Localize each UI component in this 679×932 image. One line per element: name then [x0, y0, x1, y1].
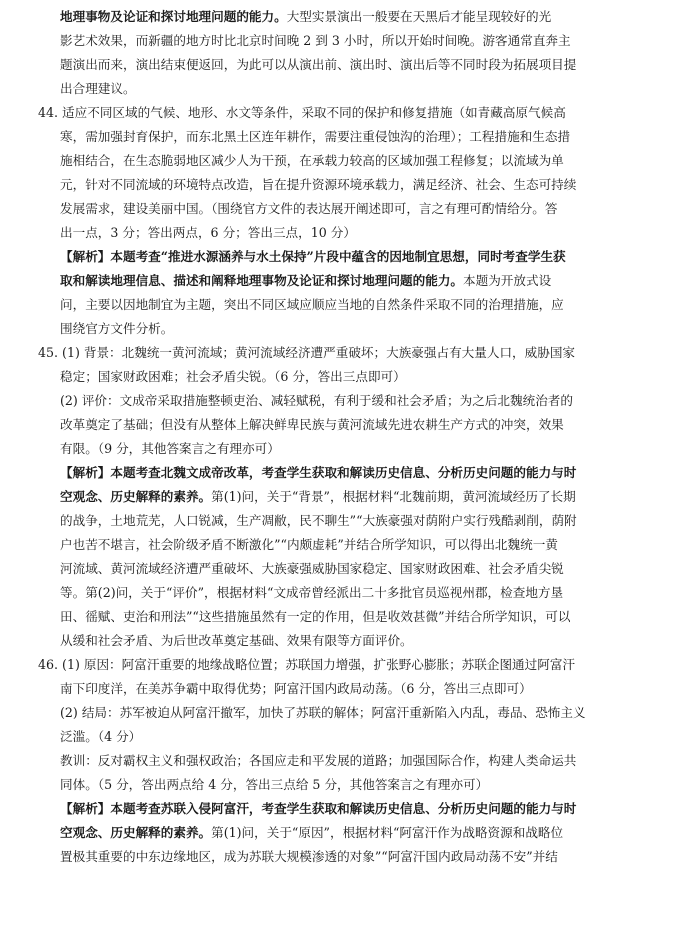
answer-45-line: 稳定；国家财政困难；社会矛盾尖锐。（6 分，答出三点即可）	[60, 369, 406, 384]
text-line	[60, 7, 620, 27]
answer-46-line: 泛滥。（4 分）	[60, 729, 142, 744]
text: 本题为开放式设	[463, 273, 552, 288]
explanation-45-line: 【解析】本题考查北魏文成帝改革，考查学生获取和解读历史信息、分析历史问题的能力与时	[60, 465, 577, 480]
answer-44-line: 出一点，3 分；答出两点，6 分；答出三点，10 分）	[60, 225, 356, 240]
explanation-45-line: 河流域、黄河流域经济遭严重破坏、大族豪强威胁国家稳定、国家财政困难、社会矛盾尖锐	[60, 561, 564, 576]
text: 第(1)问，关于“背景”，根据材料“北魏前期，黄河流域经历了长期	[211, 489, 576, 504]
explanation-44-line	[60, 271, 620, 291]
explanation-45-line	[60, 487, 620, 507]
answer-46-line: 46. (1) 原因：阿富汗重要的地缘战略位置；苏联国力增强，扩张野心膨胀；苏联企图通过阿富汗	[38, 657, 576, 672]
explanation-45-line: 户也苦不堪言，社会阶级矛盾不断激化”“内颇虚耗”并结合所学知识，可以得出北魏统一黄	[60, 537, 558, 552]
answer-46-line: 南下印度洋，在美苏争霸中取得优势；阿富汗国内政局动荡。（6 分，答出三点即可）	[60, 681, 532, 696]
bold-text: 取和解读地理信息、描述和阐释地理事物及论证和探讨地理问题的能力。	[60, 273, 463, 288]
explanation-46-line: 置极其重要的中东边缘地区，成为苏联大规模渗透的对象”“阿富汗国内政局动荡不安”并结	[60, 849, 558, 864]
text: 第(1)问，关于“原因”，根据材料“阿富汗作为战略资源和战略位	[211, 825, 564, 840]
answer-45-line: 45. (1) 背景：北魏统一黄河流域；黄河流域经济遭严重破坏；大族豪强占有大量人口，威胁国家	[38, 345, 576, 360]
bold-text: 空观念、历史解释的素养。	[60, 825, 212, 840]
answer-45-line: (2) 评价：文成帝采取措施整顿吏治、减轻赋税，有利于缓和社会矛盾；为之后北魏统治者的	[60, 393, 573, 408]
answer-46-line: 同体。（5 分，答出两点给 4 分，答出三点给 5 分，其他答案言之有理亦可）	[60, 777, 489, 792]
explanation-45-line: 等。第(2)问，关于“评价”，根据材料“文成帝曾经派出二十多批官员巡视州郡，检查地方垦	[60, 585, 564, 600]
text-line: 题演出而来，演出结束便返回，为此可以从演出前、演出时、演出后等不同时段为拓展项目提	[60, 57, 577, 72]
text-line: 出合理建议。	[60, 81, 136, 96]
text-line: 影艺术效果，而新疆的地方时比北京时间晚 2 到 3 小时，所以开始时间晚。游客通常直奔主	[60, 33, 571, 48]
bold-text: 空观念、历史解释的素养。	[60, 489, 212, 504]
answer-44-line: 寒，需加强封育保护，而东北黑土区连年耕作，需要注重侵蚀沟的治理）；工程措施和生态措	[60, 129, 571, 144]
text: 大型实景演出一般要在天黑后才能呈现较好的光	[286, 9, 552, 24]
explanation-44-line: 【解析】本题考查“推进水源涵养与水土保持”片段中蕴含的因地制宜思想，同时考查学生获	[60, 249, 566, 264]
answer-46-line: (2) 结局：苏军被迫从阿富汗撤军，加快了苏联的解体；阿富汗重新陷入内乱，毒品、恐怖主义	[60, 705, 586, 720]
explanation-45-line: 田、徭赋、吏治和刑法”“这些措施虽然有一定的作用，但是收效甚微”并结合所学知识，可以	[60, 609, 571, 624]
answer-44-line: 施相结合，在生态脆弱地区减少人为干预，在承载力较高的区域加强工程修复；以流域为单	[60, 153, 564, 168]
bold-text: 地理事物及论证和探讨地理问题的能力。	[60, 9, 287, 24]
answer-44-line: 44. 适应不同区域的气候、地形、水文等条件，采取不同的保护和修复措施（如青藏高原气候高	[38, 105, 566, 120]
answer-44-line: 发展需求，建设美丽中国。（围绕官方文件的表达展开阐述即可，言之有理可酌情给分。答	[60, 201, 558, 216]
explanation-46-line	[60, 823, 620, 843]
explanation-45-line: 从缓和社会矛盾、为后世改革奠定基础、效果有限等方面评价。	[60, 633, 413, 648]
explanation-44-line: 围绕官方文件分析。	[60, 321, 174, 336]
answer-46-line: 教训：反对霸权主义和强权政治；各国应走和平发展的道路；加强国际合作，构建人类命运共	[60, 753, 577, 768]
explanation-46-line: 【解析】本题考查苏联入侵阿富汗，考查学生获取和解读历史信息、分析历史问题的能力与时	[60, 801, 577, 816]
explanation-45-line: 的战争，土地荒芜，人口锐减，生产凋敝，民不聊生”“大族豪强对荫附户实行残酷剥削，荫附	[60, 513, 577, 528]
answer-44-line: 元，针对不同流域的环境特点改造，旨在提升资源环境承载力，满足经济、社会、生态可持续	[60, 177, 577, 192]
explanation-44-line: 问，主要以因地制宜为主题，突出不同区域应顺应当地的自然条件采取不同的治理措施，应	[60, 297, 564, 312]
answer-45-line: 有限。（9 分，其他答案言之有理亦可）	[60, 441, 280, 456]
answer-45-line: 改革奠定了基础；但没有从整体上解决鲜卑民族与黄河流域先进农耕生产方式的冲突，效果	[60, 417, 564, 432]
